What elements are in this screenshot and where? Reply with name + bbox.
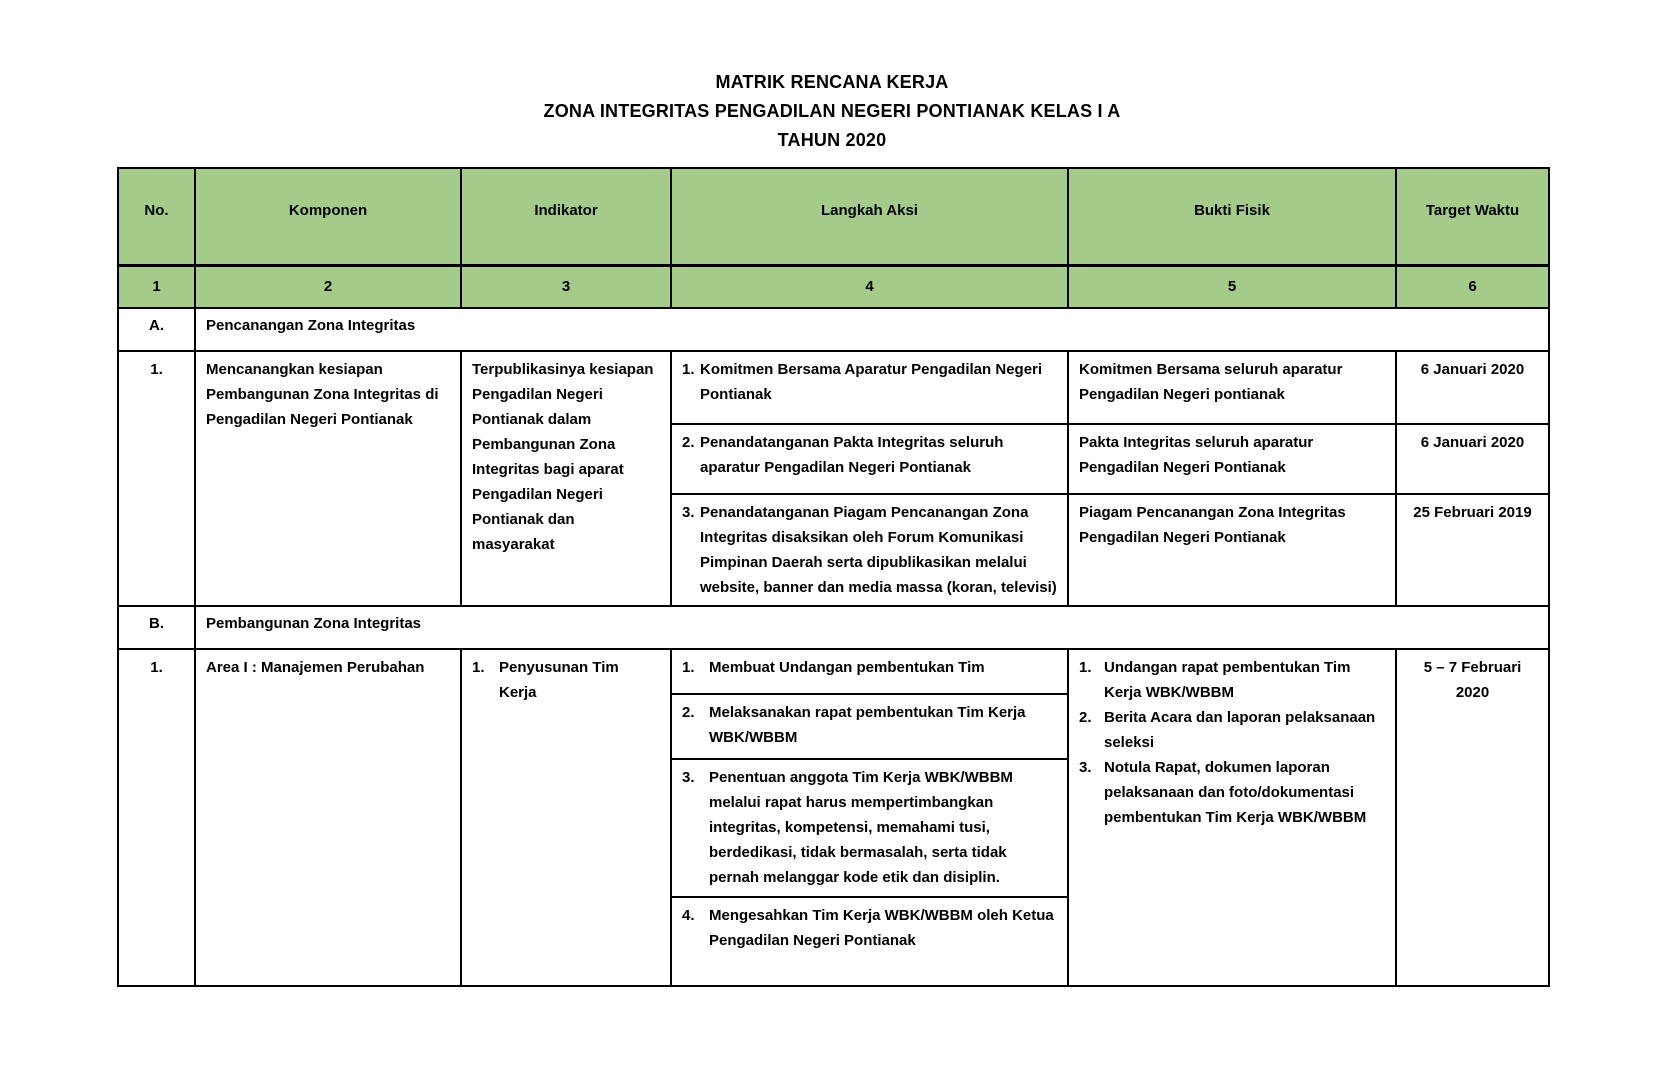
title-line-1: MATRIK RENCANA KERJA <box>715 72 949 92</box>
section-a-label: Pencanangan Zona Integritas <box>195 308 1549 351</box>
langkah-item-text: Mengesahkan Tim Kerja WBK/WBBM oleh Ketua Pengadilan Negeri Pontianak <box>709 907 1054 949</box>
langkah-item-text: Komitmen Bersama Aparatur Pengadilan Negeri Pontianak <box>700 361 1043 403</box>
col-header-langkah-aksi: Langkah Aksi <box>671 168 1068 265</box>
section-b-no: B. <box>118 606 195 649</box>
col-number-1: 1 <box>118 265 195 308</box>
bukti-item-text: Undangan rapat pembentukan Tim Kerja WBK/WBBM <box>1104 659 1351 701</box>
langkah-cell <box>671 694 1068 759</box>
bukti-item-text: Notula Rapat, dokumen laporan pelaksanaan dan foto/dokumentasi pembentukan Tim Kerja WBK/WBBM <box>1104 759 1367 826</box>
indikator-item-number: 1. <box>472 659 485 676</box>
column-numbers-row <box>118 265 1549 308</box>
section-b-row <box>118 606 1549 649</box>
indikator-item-text: Penyusunan Tim Kerja <box>499 659 619 701</box>
langkah-cell <box>671 759 1068 897</box>
col-header-komponen: Komponen <box>195 168 461 265</box>
col-header-no: No. <box>118 168 195 265</box>
row-a1-komponen: Mencanangkan kesiapan Pembangunan Zona Integritas di Pengadilan Negeri Pontianak <box>195 351 461 606</box>
langkah-cell <box>671 424 1068 494</box>
bukti-item <box>1079 755 1385 830</box>
col-number-4: 4 <box>671 265 1068 308</box>
langkah-cell <box>671 897 1068 986</box>
langkah-item-number: 3. <box>682 504 695 521</box>
target-cell: 6 Januari 2020 <box>1396 351 1549 424</box>
langkah-item <box>682 500 1057 600</box>
row-b1-indikator <box>461 649 671 986</box>
bukti-item-text: Berita Acara dan laporan pelaksanaan seleksi <box>1104 709 1376 751</box>
col-number-6: 6 <box>1396 265 1549 308</box>
langkah-item-text: Membuat Undangan pembentukan Tim <box>709 659 985 676</box>
target-cell: 6 Januari 2020 <box>1396 424 1549 494</box>
bukti-item-number: 2. <box>1079 709 1092 726</box>
langkah-cell <box>671 649 1068 694</box>
langkah-item-text: Penentuan anggota Tim Kerja WBK/WBBM melalui rapat harus mempertimbangkan integritas, kompetensi, memahami tusi, berdedikasi, tidak bermasalah, serta tidak pernah melanggar kode etik dan disiplin. <box>709 769 1013 886</box>
langkah-cell <box>671 351 1068 424</box>
bukti-cell: Piagam Pencanangan Zona Integritas Pengadilan Negeri Pontianak <box>1068 494 1396 606</box>
langkah-cell <box>671 494 1068 606</box>
col-number-3: 3 <box>461 265 671 308</box>
langkah-item-number: 1. <box>682 659 695 676</box>
langkah-item-number: 4. <box>682 907 695 924</box>
langkah-item <box>682 765 1057 890</box>
langkah-item-number: 3. <box>682 769 695 786</box>
langkah-item <box>682 903 1057 953</box>
section-a-no: A. <box>118 308 195 351</box>
bukti-cell: Pakta Integritas seluruh aparatur Pengadilan Negeri Pontianak <box>1068 424 1396 494</box>
indikator-item <box>472 655 660 705</box>
target-cell: 5 – 7 Februari 2020 <box>1396 649 1549 986</box>
langkah-item-number: 1. <box>682 361 695 378</box>
document-title <box>0 68 1664 155</box>
langkah-item-text: Penandatanganan Pakta Integritas seluruh aparatur Pengadilan Negeri Pontianak <box>700 434 1004 476</box>
col-header-target-waktu: Target Waktu <box>1396 168 1549 265</box>
langkah-item <box>682 357 1057 407</box>
row-b1-komponen: Area I : Manajemen Perubahan <box>195 649 461 986</box>
row-a1-indikator: Terpublikasinya kesiapan Pengadilan Negeri Pontianak dalam Pembangunan Zona Integritas bagi aparat Pengadilan Negeri Pontianak dan masyarakat <box>461 351 671 606</box>
col-number-2: 2 <box>195 265 461 308</box>
langkah-item <box>682 655 1057 680</box>
table-row <box>118 351 1549 424</box>
row-b1-no: 1. <box>118 649 195 986</box>
col-header-bukti-fisik: Bukti Fisik <box>1068 168 1396 265</box>
bukti-item <box>1079 655 1385 705</box>
title-line-2: ZONA INTEGRITAS PENGADILAN NEGERI PONTIANAK KELAS I A <box>543 101 1121 121</box>
langkah-item-text: Penandatanganan Piagam Pencanangan Zona Integritas disaksikan oleh Forum Komunikasi Pimpinan Daerah serta dipublikasikan melalui website, banner dan media massa (koran, televisi) <box>700 504 1057 596</box>
langkah-item-number: 2. <box>682 434 695 451</box>
langkah-item <box>682 430 1057 480</box>
table-header-row <box>118 168 1549 265</box>
row-a1-no: 1. <box>118 351 195 606</box>
section-b-label: Pembangunan Zona Integritas <box>195 606 1549 649</box>
bukti-item-number: 3. <box>1079 759 1092 776</box>
bukti-cell: Komitmen Bersama seluruh aparatur Pengadilan Negeri pontianak <box>1068 351 1396 424</box>
bukti-item-number: 1. <box>1079 659 1092 676</box>
langkah-item <box>682 700 1057 750</box>
langkah-item-text: Melaksanakan rapat pembentukan Tim Kerja WBK/WBBM <box>709 704 1026 746</box>
section-a-row <box>118 308 1549 351</box>
target-cell: 25 Februari 2019 <box>1396 494 1549 606</box>
work-plan-table <box>117 167 1550 987</box>
langkah-item-number: 2. <box>682 704 695 721</box>
col-header-indikator: Indikator <box>461 168 671 265</box>
title-line-3: TAHUN 2020 <box>777 130 887 150</box>
col-number-5: 5 <box>1068 265 1396 308</box>
bukti-cell <box>1068 649 1396 986</box>
bukti-item <box>1079 705 1385 755</box>
table-row <box>118 649 1549 694</box>
